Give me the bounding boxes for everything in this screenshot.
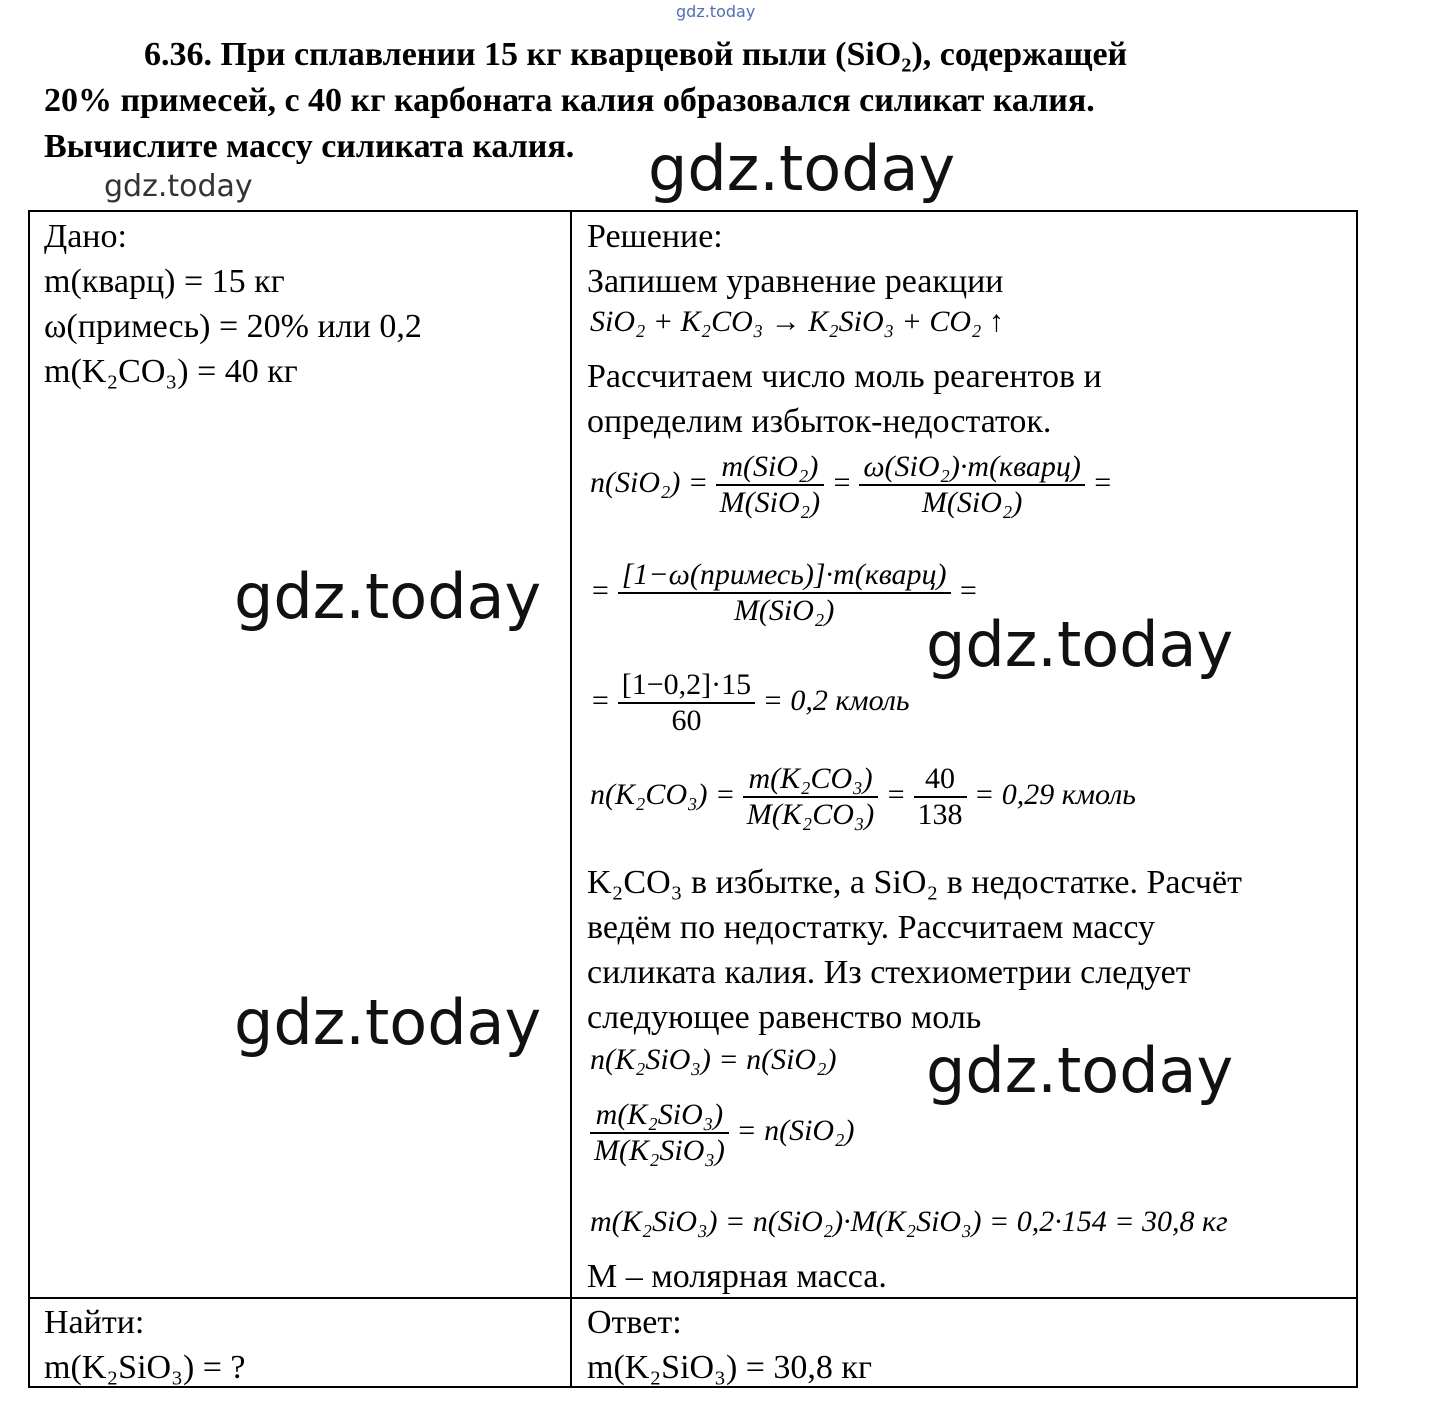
fraction (716, 450, 824, 520)
fraction-denominator: 60 (671, 704, 702, 737)
watermark-big: gdz.today (926, 608, 1234, 681)
watermark-big: gdz.today (234, 986, 542, 1059)
formula-result: = 0,29 кмоль (974, 777, 1136, 811)
problem-line-3: Вычислите массу силиката калия. (44, 128, 575, 165)
formula-mass-ratio (590, 1098, 855, 1168)
excess-text (587, 860, 1242, 1040)
fraction-numerator: m(K₂SiO₃) (590, 1098, 729, 1134)
formula-n-sio2: n(SiO₂) = $\frac{\text{m(SiO₂)}}{\text{M(SiO₂)}}$ = $\frac{\text{ω(SiO₂)·m(кварц)}}{\text{M(SiO₂)}}$ = (590, 450, 1113, 519)
excess-text-line: следующее равенство моль (587, 999, 982, 1036)
formula-mole-equality: n(K₂SiO₃) = n(SiO₂) (590, 1043, 837, 1076)
watermark-small: gdz.today (104, 169, 253, 204)
formula-left: n(SiO₂) = (590, 465, 709, 499)
molar-note: M – молярная масса. (587, 1258, 887, 1295)
fraction-numerator: [1−0,2]·15 (618, 668, 755, 704)
formula-right: = n(SiO₂) (736, 1113, 855, 1147)
fraction (859, 450, 1085, 520)
fraction (914, 762, 967, 832)
find-section (44, 1300, 246, 1390)
find-title: Найти: (44, 1304, 145, 1341)
answer-title: Ответ: (587, 1304, 682, 1341)
fraction-denominator: M(SiO₂) (733, 594, 835, 627)
calc-text (587, 354, 1102, 444)
reaction-equation: SiO₂ + K₂CO₃ → K₂SiO₃ + CO₂ ↑ (590, 305, 1004, 338)
problem-line-1: 6.36. При сплавлении 15 кг кварцевой пыли (SiO₂), содержащей (144, 36, 1128, 73)
fraction (743, 762, 879, 832)
fraction (618, 558, 951, 628)
fraction-numerator: m(K₂CO₃) (743, 762, 879, 798)
formula-result: = 0,2 кмоль (762, 683, 910, 717)
fraction-numerator: ω(SiO₂)·m(кварц) (859, 450, 1085, 486)
excess-text-line: силиката калия. Из стехиометрии следует (587, 954, 1191, 991)
table-divider-vertical (570, 210, 572, 1388)
watermark-big: gdz.today (926, 1034, 1234, 1107)
fraction-denominator: M(K₂SiO₃) (594, 1134, 725, 1167)
fraction-denominator: 138 (917, 798, 963, 831)
calc-text-line: определим избыток-недостаток. (587, 403, 1052, 440)
formula-left: n(K₂CO₃) = (590, 777, 736, 811)
solution-title: Решение: (587, 218, 723, 255)
given-line: m(K₂CO₃) = 40 кг (44, 353, 298, 390)
solution-section (587, 214, 1003, 304)
fraction-denominator: M(SiO₂) (921, 486, 1023, 519)
given-line: m(кварц) = 15 кг (44, 263, 285, 300)
fraction-numerator: m(SiO₂) (716, 450, 824, 486)
find-line: m(K₂SiO₃) = ? (44, 1349, 246, 1386)
formula-final-mass: m(K₂SiO₃) = n(SiO₂)·M(K₂SiO₃) = 0,2·154 = 30,8 кг (590, 1205, 1228, 1238)
fraction-denominator: M(K₂CO₃) (746, 798, 875, 831)
problem-line-2: 20% примесей, с 40 кг карбоната калия образовался силикат калия. (44, 82, 1095, 119)
fraction (618, 668, 755, 738)
solution-intro: Запишем уравнение реакции (587, 263, 1004, 300)
excess-text-line: ведём по недостатку. Рассчитаем массу (587, 909, 1156, 946)
excess-text-line: K₂CO₃ в избытке, а SiO₂ в недостатке. Расчёт (587, 864, 1242, 901)
formula-numeric: = $\frac{[1-0,2]\cdot 15}{60}$ = 0,2 кмоль (590, 668, 910, 737)
watermark-big: gdz.today (648, 132, 956, 205)
fraction (590, 1098, 729, 1168)
fraction-numerator: [1−ω(примесь)]·m(кварц) (618, 558, 951, 594)
given-line: ω(примесь) = 20% или 0,2 (44, 308, 422, 345)
answer-section (587, 1300, 872, 1390)
given-section (44, 214, 422, 394)
fraction-denominator: M(SiO₂) (719, 486, 821, 519)
answer-line: m(K₂SiO₃) = 30,8 кг (587, 1349, 872, 1386)
calc-text-line: Рассчитаем число моль реагентов и (587, 358, 1102, 395)
watermark-big: gdz.today (234, 560, 542, 633)
formula-n-k2co3: n(K₂CO₃) = $\frac{\text{m(K₂CO₃)}}{\text{M(K₂CO₃)}}$ = $\frac{40}{138}$ = 0,29 кмоль (590, 762, 1136, 831)
given-title: Дано: (44, 218, 127, 255)
watermark-top: gdz.today (676, 2, 756, 21)
formula-impurity: = $\frac{\text{[1−ω(примесь)]·m(кварц)}}{\text{M(SiO₂)}}$ = (590, 558, 979, 627)
fraction-numerator: 40 (914, 762, 967, 798)
